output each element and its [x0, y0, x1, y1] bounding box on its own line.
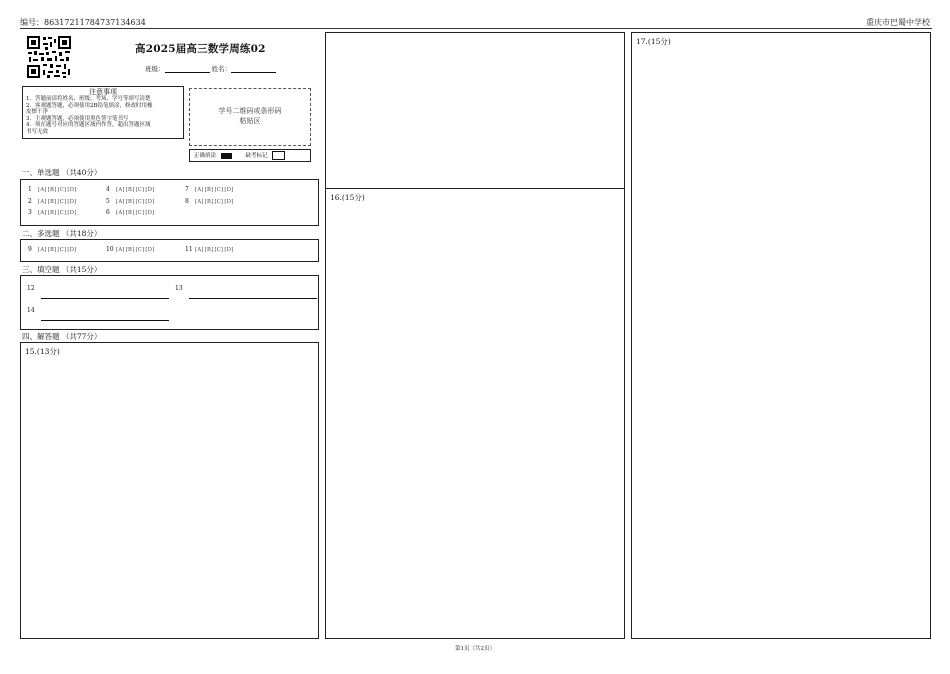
- choice-question-11: [185, 246, 235, 253]
- choice-question-5: [106, 198, 156, 205]
- answer-bubble-c[interactable]: [C]: [214, 199, 224, 205]
- barcode-paste-area: [189, 88, 311, 146]
- section-single-choice-title: 一、单选题 （共40分）: [22, 168, 102, 177]
- answer-bubble-c[interactable]: [C]: [135, 187, 145, 193]
- notice-line: 3．主观题答题，必须使用黑色签字笔书写: [26, 115, 129, 122]
- answer-bubble-c[interactable]: [C]: [135, 210, 145, 216]
- question-number: 11: [185, 246, 193, 253]
- question-number: 2: [28, 198, 32, 205]
- choice-question-3: [28, 209, 78, 216]
- notice-heading: 注意事项: [89, 88, 117, 96]
- answer-bubble-b[interactable]: [B]: [204, 199, 214, 205]
- section-fill-blank-title: 三、填空题 （共15分）: [22, 265, 102, 274]
- choice-question-4: [106, 186, 156, 193]
- answer-bubble-d[interactable]: [D]: [224, 199, 234, 205]
- answer-bubble-c[interactable]: [C]: [214, 247, 224, 253]
- name-label: 姓名：: [211, 65, 232, 73]
- header-divider: [20, 28, 932, 29]
- answer-bubble-b[interactable]: [B]: [204, 187, 214, 193]
- notice-line: 1．答题前请将姓名、班级、考场、学号等填写清楚: [26, 96, 151, 102]
- choice-question-8: [185, 198, 235, 205]
- answer-bubble-a[interactable]: [A]: [195, 187, 204, 193]
- answer-bubble-d[interactable]: [D]: [67, 247, 77, 253]
- answer-bubble-d[interactable]: [D]: [67, 210, 77, 216]
- answer-bubble-d[interactable]: [D]: [67, 199, 77, 205]
- exam-title: 高2025届高三数学周练02: [135, 43, 266, 55]
- answer-bubble-a[interactable]: [A]: [195, 199, 204, 205]
- answer-bubble-a[interactable]: [A]: [116, 210, 125, 216]
- q12-label: 12: [27, 285, 35, 292]
- q15-answer-area[interactable]: [20, 342, 319, 639]
- notice-line: 2．客观题答题，必须使用2B铅笔填涂，修改时用橡: [26, 102, 153, 109]
- absent-mark-label: 缺考标记: [245, 153, 268, 159]
- answer-bubble-b[interactable]: [B]: [125, 210, 135, 216]
- student-info-row: [145, 64, 276, 73]
- barcode-sublabel: 粘贴区: [239, 117, 261, 125]
- answer-bubble-c[interactable]: [C]: [57, 210, 67, 216]
- question-number: 8: [185, 198, 189, 205]
- question-number: 3: [28, 209, 32, 216]
- answer-bubble-c[interactable]: [C]: [57, 247, 67, 253]
- choice-question-2: [28, 198, 78, 205]
- answer-bubble-b[interactable]: [B]: [125, 199, 135, 205]
- q13-label: 13: [175, 285, 183, 292]
- school-name: 重庆市巴蜀中学校: [866, 18, 930, 27]
- choice-question-7: [185, 186, 235, 193]
- fill-legend: [189, 149, 311, 162]
- answer-bubble-c[interactable]: [C]: [57, 187, 67, 193]
- answer-bubble-a[interactable]: [A]: [116, 199, 125, 205]
- answer-bubble-d[interactable]: [D]: [67, 187, 77, 193]
- correct-fill-label: 正确填涂: [194, 153, 217, 159]
- answer-bubble-b[interactable]: [B]: [204, 247, 214, 253]
- answer-bubble-d[interactable]: [D]: [145, 210, 155, 216]
- choice-question-9: [28, 246, 78, 253]
- choice-question-10: [106, 246, 156, 253]
- answer-bubble-d[interactable]: [D]: [145, 247, 155, 253]
- q15-label: 15.(13分): [25, 347, 60, 356]
- answer-bubble-b[interactable]: [B]: [47, 247, 57, 253]
- q14-label: 14: [27, 307, 35, 314]
- choice-question-6: [106, 209, 156, 216]
- answer-bubble-c[interactable]: [C]: [214, 187, 224, 193]
- q14-answer-line[interactable]: [41, 320, 169, 321]
- answer-bubble-b[interactable]: [B]: [47, 187, 57, 193]
- correct-fill-swatch: [221, 153, 232, 159]
- answer-bubble-a[interactable]: [A]: [38, 199, 47, 205]
- answer-bubble-b[interactable]: [B]: [125, 247, 135, 253]
- answer-bubble-d[interactable]: [D]: [145, 199, 155, 205]
- answer-bubble-a[interactable]: [A]: [38, 247, 47, 253]
- question-number: 5: [106, 198, 110, 205]
- q17-answer-area[interactable]: [631, 32, 931, 639]
- answer-bubble-d[interactable]: [D]: [224, 247, 234, 253]
- answer-bubble-a[interactable]: [A]: [38, 210, 47, 216]
- answer-bubble-a[interactable]: [A]: [116, 247, 125, 253]
- absent-mark-box[interactable]: [272, 151, 285, 160]
- answer-bubble-a[interactable]: [A]: [116, 187, 125, 193]
- answer-bubble-b[interactable]: [B]: [47, 210, 57, 216]
- q13-answer-line[interactable]: [189, 298, 317, 299]
- answer-bubble-c[interactable]: [C]: [135, 199, 145, 205]
- page-footer: 第1页（共2页）: [455, 646, 495, 652]
- question-number: 6: [106, 209, 110, 216]
- q16-answer-area[interactable]: [325, 188, 625, 639]
- answer-bubble-d[interactable]: [D]: [224, 187, 234, 193]
- barcode-label: 学号二维码或条形码: [218, 107, 282, 115]
- q12-answer-line[interactable]: [41, 298, 169, 299]
- answer-bubble-b[interactable]: [B]: [47, 199, 57, 205]
- question-number: 7: [185, 186, 189, 193]
- answer-bubble-a[interactable]: [A]: [195, 247, 204, 253]
- class-label: 班级：: [145, 65, 165, 73]
- serial-number: 编号：86317211784737134634: [20, 18, 146, 27]
- notice-line: 皮擦干净: [26, 109, 49, 115]
- notice-box: [22, 86, 184, 139]
- qr-code-icon: [26, 35, 72, 79]
- section-answer-title: 四、解答题 （共77分）: [22, 332, 102, 341]
- answer-bubble-c[interactable]: [C]: [135, 247, 145, 253]
- q17-label: 17.(15分): [636, 37, 671, 46]
- question-number: 1: [28, 186, 32, 193]
- class-field[interactable]: [165, 64, 210, 73]
- question-number: 10: [106, 246, 114, 253]
- answer-bubble-d[interactable]: [D]: [145, 187, 155, 193]
- section-multi-choice-title: 二、多选题 （共18分）: [22, 229, 102, 238]
- q16-label: 16.(15分): [330, 193, 365, 202]
- q14-continued-area[interactable]: [325, 32, 625, 189]
- answer-bubble-c[interactable]: [C]: [57, 199, 67, 205]
- name-field[interactable]: [231, 64, 276, 73]
- answer-bubble-b[interactable]: [B]: [125, 187, 135, 193]
- notice-line: 书写无效: [26, 128, 49, 135]
- fill-blank-panel: [20, 275, 319, 330]
- question-number: 4: [106, 186, 110, 193]
- notice-line: 4．须在题号对应的答题区域内作答，超出答题区域: [26, 122, 151, 128]
- answer-bubble-a[interactable]: [A]: [38, 187, 47, 193]
- choice-question-1: [28, 186, 78, 193]
- question-number: 9: [28, 246, 32, 253]
